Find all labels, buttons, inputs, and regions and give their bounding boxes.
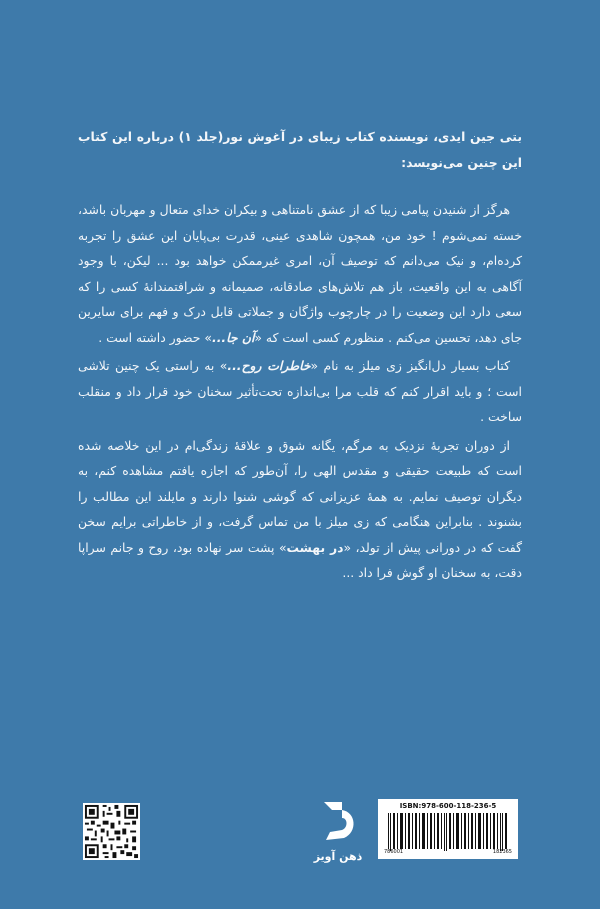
paragraph-3-start: از دوران تجربهٔ نزدیک به مرگم، یگانه شوق و علاقهٔ زندگی‌ام در این خلاصه شده است که طبیعت حقیقی و مقدس الهی را، آن‌طور که اجازه یافتم مشاهده کنم، به دیگران توصیف نمایم. به همهٔ عزیزانی که گوشی شنوا دارند و مایلند این مطالب را بشنوند . بنابراین هنگامی که زی میلز با من تماس گرفت، و از خاطراتی برایم سخن گفت که در دورانی پیش از تولد، « <box>78 437 522 555</box>
paragraph-2-end: » به راستی یک چنین تلاشی است ؛ و باید اقرار کنم که قلب مرا بی‌اندازه تحت‌تأثیر سخنان خود قرار داد و منقلب ساخت . <box>78 358 522 424</box>
barcode-number-left: 786001 <box>384 849 404 855</box>
isbn-barcode <box>378 799 518 859</box>
qr-code <box>83 803 140 860</box>
publisher-logo <box>312 798 364 868</box>
barcode-numbers <box>378 849 518 855</box>
paragraph-2 <box>78 353 522 430</box>
qr-code-graphic <box>83 803 140 860</box>
paragraph-3-emphasis: در بهشت <box>286 539 344 555</box>
paragraph-1-end: » حضور داشته است . <box>98 329 212 345</box>
barcode-number-right: 182365 <box>492 849 512 855</box>
paragraph-1-text: هرگز از شنیدن پیامی زیبا که از عشق نامتناهی و بیکران خدای متعال و مهربان باشد، خسته نمی‌شوم ! خود من، همچون شاهدی عینی، قدرت بی‌پایان این عشق را تجربه کرده‌ام، و نیک می‌دانم که توصیف آن، امری غیرممکن خواهد بود ... لیکن، با وجود آگاهی به این واقعیت، باز هم تلاش‌های صادقانه، صمیمانه و شرافتمندانهٔ کسی را که سعی دارد این وضعیت را در چارچوب واژگان و جملاتی قابل درک و فهم برای سایرین جای دهد، تحسین می‌کنم . منظورم کسی است که « <box>78 202 522 345</box>
paragraph-2-start: کتاب بسیار دل‌انگیز زی میلز به نام « <box>310 358 511 373</box>
isbn-label: ISBN:978-600-118-236-5 <box>399 802 497 810</box>
paragraph-1-emphasis: آن جا... <box>211 329 255 345</box>
paragraph-3-end: » پشت سر نهاده بود، روح و جانم سراپا دقت، به سخنان او گوش فرا داد ... <box>78 539 522 580</box>
paragraph-1 <box>78 197 522 350</box>
publisher-logo-icon <box>312 798 364 848</box>
publisher-name: ذهن آویز <box>313 850 363 863</box>
back-cover-text <box>78 124 522 589</box>
book-title: خاطرات روح... <box>227 358 311 373</box>
paragraph-3 <box>78 433 522 586</box>
intro-heading: بتی جین ایدی، نویسنده کتاب زیبای در آغوش نور(جلد ۱) درباره این کتاب این چنین می‌نویسد: <box>78 129 522 170</box>
